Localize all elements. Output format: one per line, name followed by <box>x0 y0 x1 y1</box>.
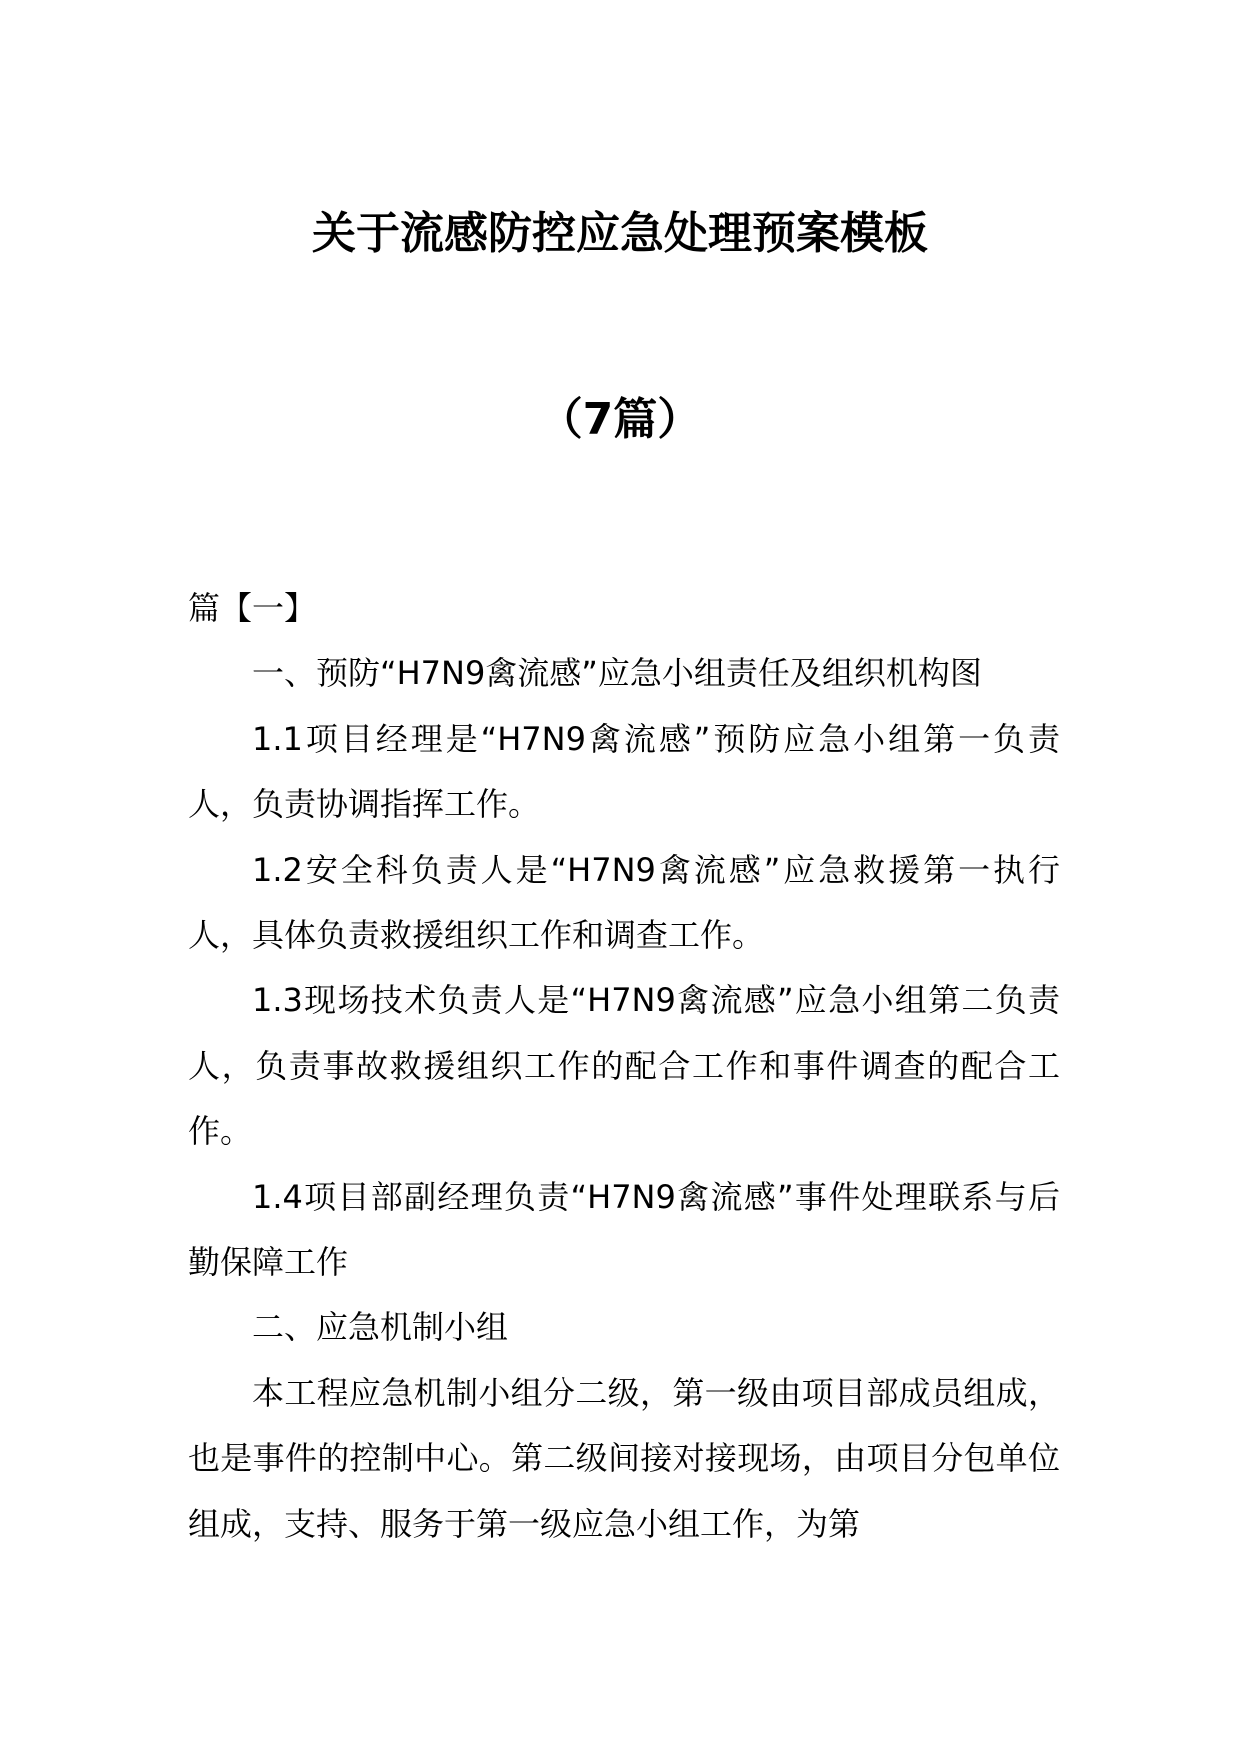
paragraph-1-3: 1.3现场技术负责人是“H7N9禽流感”应急小组第二负责人，负责事故救援组织工作的配合工作和事件调查的配合工作。 <box>188 981 1060 1151</box>
paragraph-1-1: 1.1项目经理是“H7N9禽流感”预防应急小组第一负责人，负责协调指挥工作。 <box>188 719 1060 824</box>
section-heading: 篇【一】 <box>188 589 317 627</box>
paragraph-mechanism-description: 本工程应急机制小组分二级，第一级由项目部成员组成，也是事件的控制中心。第二级间接对接现场，由项目分包单位组成，支持、服务于第一级应急小组工作，为第 <box>188 1373 1060 1543</box>
paragraph-section-2-heading: 二、应急机制小组 <box>252 1308 509 1347</box>
document-body <box>188 576 1060 1557</box>
paragraph-section-1-heading: 一、预防“H7N9禽流感”应急小组责任及组织机构图 <box>252 654 982 693</box>
paragraph-1-2: 1.2安全科负责人是“H7N9禽流感”应急救援第一执行人，具体负责救援组织工作和调查工作。 <box>188 850 1060 955</box>
paragraph-1-4: 1.4项目部副经理负责“H7N9禽流感”事件处理联系与后勤保障工作 <box>188 1177 1060 1282</box>
document-title: 关于流感防控应急处理预案模板 <box>312 208 928 259</box>
document-subtitle: （7篇） <box>538 394 702 445</box>
